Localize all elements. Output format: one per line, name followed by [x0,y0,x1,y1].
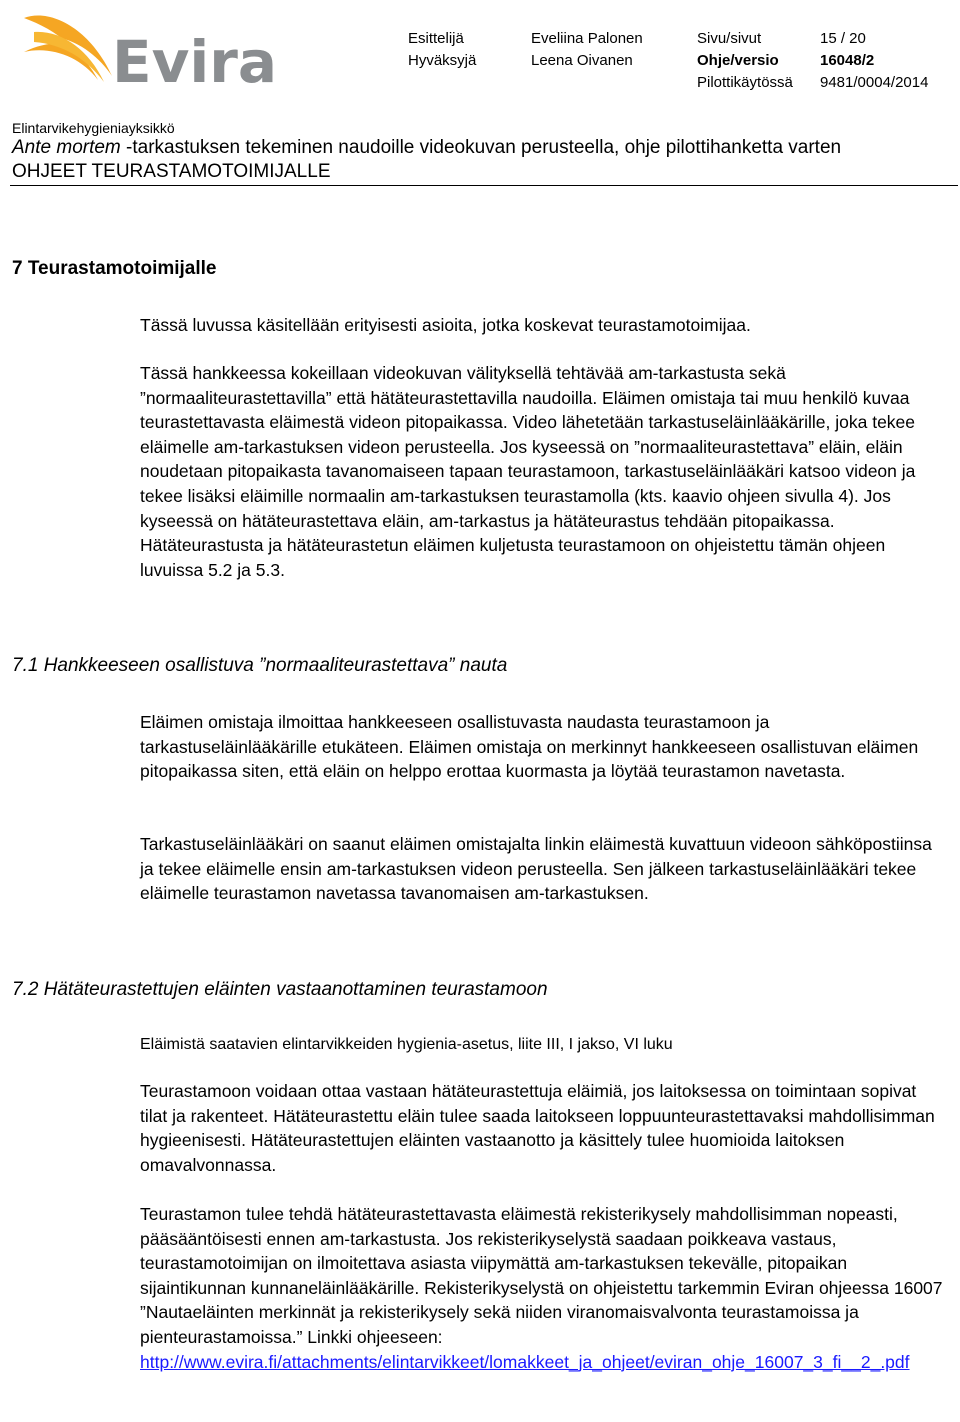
section-7-2-paragraph-2-text: Teurastamon tulee tehdä hätäteurastettavasta eläimestä rekisterikysely mahdollisimman nopeasti, pääsääntöisesti ennen am-tarkastusta. Jos rekisterikyselystä saadaan poikkeava vastaus, teurastamotoimijan on ilmoitettava asiasta viipymättä am-tarkastuksen tekevälle, pitopaikan sijaintikunnan kunnaneläinlääkärille. Rekisterikyselystä on ohjeistettu tarkemmin Eviran ohjeessa 16007 ”Nautaeläinten merkinnät ja rekisterikysely sekä niiden viranomaisvalvonta teurastamoissa ja pienteurastamoissa.” Linkki ohjeeseen: [140,1204,943,1347]
evira-logo-mark [20,8,280,92]
status-label: Pilottikäytössä [697,74,793,91]
evira-logo [20,8,280,92]
approver-label: Hyväksyjä [408,52,477,69]
section-7-body: Tässä hankkeessa kokeillaan videokuvan välityksellä tehtävää am-tarkastusta sekä ”normaaliteurastettavilla” että hätäteurastettavilla naudoilla. Eläimen omistaja tai muu henkilö kuvaa teurastettavasta eläimestä videon pitopaikassa. Video lähetetään tarkastuseläinlääkärille, joka tekee eläimelle am-tarkastuksen videon perusteella. Jos kyseessä on ”normaaliteurastettava” eläin, eläin noudetaan pitopaikasta tavanomaiseen tapaan teurastamoon, tarkastuseläinlääkäri katsoo videon ja tekee lisäksi eläimille normaalin am-tarkastuksen teurastamolla (kts. kaavio ohjeen sivulla 4). Jos kyseessä on hätäteurastettava eläin, am-tarkastus ja hätäteurastus tehdään pitopaikassa. Hätäteurastusta ja hätäteurastetun eläimen kuljetusta teurastamoon on ohjeistettu tämän ohjeen luvuissa 5.2 ja 5.3. [140,363,916,580]
guide-link[interactable]: http://www.evira.fi/attachments/elintarvikkeet/lomakkeet_ja_ohjeet/eviran_ohje_16007_3_fi__2_.pdf [140,1351,910,1372]
section-7-2-reference: Eläimistä saatavien elintarvikkeiden hygienia-asetus, liite III, I jakso, VI luku [140,1036,673,1053]
page-label: Sivu/sivut [697,30,762,47]
logo-wordmark: Evira [112,28,278,92]
section-7-intro: Tässä luvussa käsitellään erityisesti asioita, jotka koskevat teurastamotoimijaa. [140,315,751,335]
document-subtitle: OHJEET TEURASTAMOTOIMIJALLE [12,161,331,182]
approver-name: Leena Oivanen [531,52,633,69]
page-value: 15 / 20 [820,30,866,47]
header-divider [10,185,958,186]
guide-label: Ohje/versio [697,52,779,69]
presenter-name: Eveliina Palonen [531,30,643,47]
section-7-2-heading: 7.2 Hätäteurastettujen eläinten vastaanottaminen teurastamoon [12,979,548,1000]
presenter-label: Esittelijä [408,30,464,47]
guide-value: 16048/2 [820,52,875,69]
document-title [12,136,958,160]
document-title-italic: Ante mortem [12,137,121,158]
section-7-2-paragraph-2 [140,1202,946,1374]
section-7-2-paragraph-1: Teurastamoon voidaan ottaa vastaan hätäteurastettuja eläimiä, jos laitoksessa on toimintaan sopivat tilat ja rakenteet. Hätäteurastettu eläin tulee saada laitokseen loppuunteurastettavaksi mahdollisimman hygieenisesti. Hätäteurastettujen eläinten vastaanotto ja käsittely tulee huomioida laitoksen omavalvonnassa. [140,1081,935,1175]
section-7-1-paragraph-2: Tarkastuseläinlääkäri on saanut eläimen omistajalta linkin eläimestä kuvattuun videoon sähköpostiinsa ja tekee eläimelle ensin am-tarkastuksen videon perusteella. Sen jälkeen tarkastuseläinlääkäri tekee eläimelle teurastamon navetassa tavanomaisen am-tarkastuksen. [140,834,932,904]
section-7-1-heading: 7.1 Hankkeeseen osallistuva ”normaaliteurastettava” nauta [12,655,508,676]
section-7-1-paragraph-1: Eläimen omistaja ilmoittaa hankkeeseen osallistuvasta naudasta teurastamoon ja tarkastuseläinlääkärille etukäteen. Eläimen omistaja on merkinnyt hankkeeseen osallistuvan eläimen pitopaikassa siten, että eläin on helppo erottaa kuormasta ja löytää teurastamon navetasta. [140,712,919,782]
document-title-rest: -tarkastuksen tekeminen naudoille videokuvan perusteella, ohje pilottihanketta varten [120,137,842,158]
section-7-heading: 7 Teurastamotoimijalle [12,258,217,279]
unit-name: Elintarvikehygieniayksikkö [12,120,175,136]
status-value: 9481/0004/2014 [820,74,929,91]
